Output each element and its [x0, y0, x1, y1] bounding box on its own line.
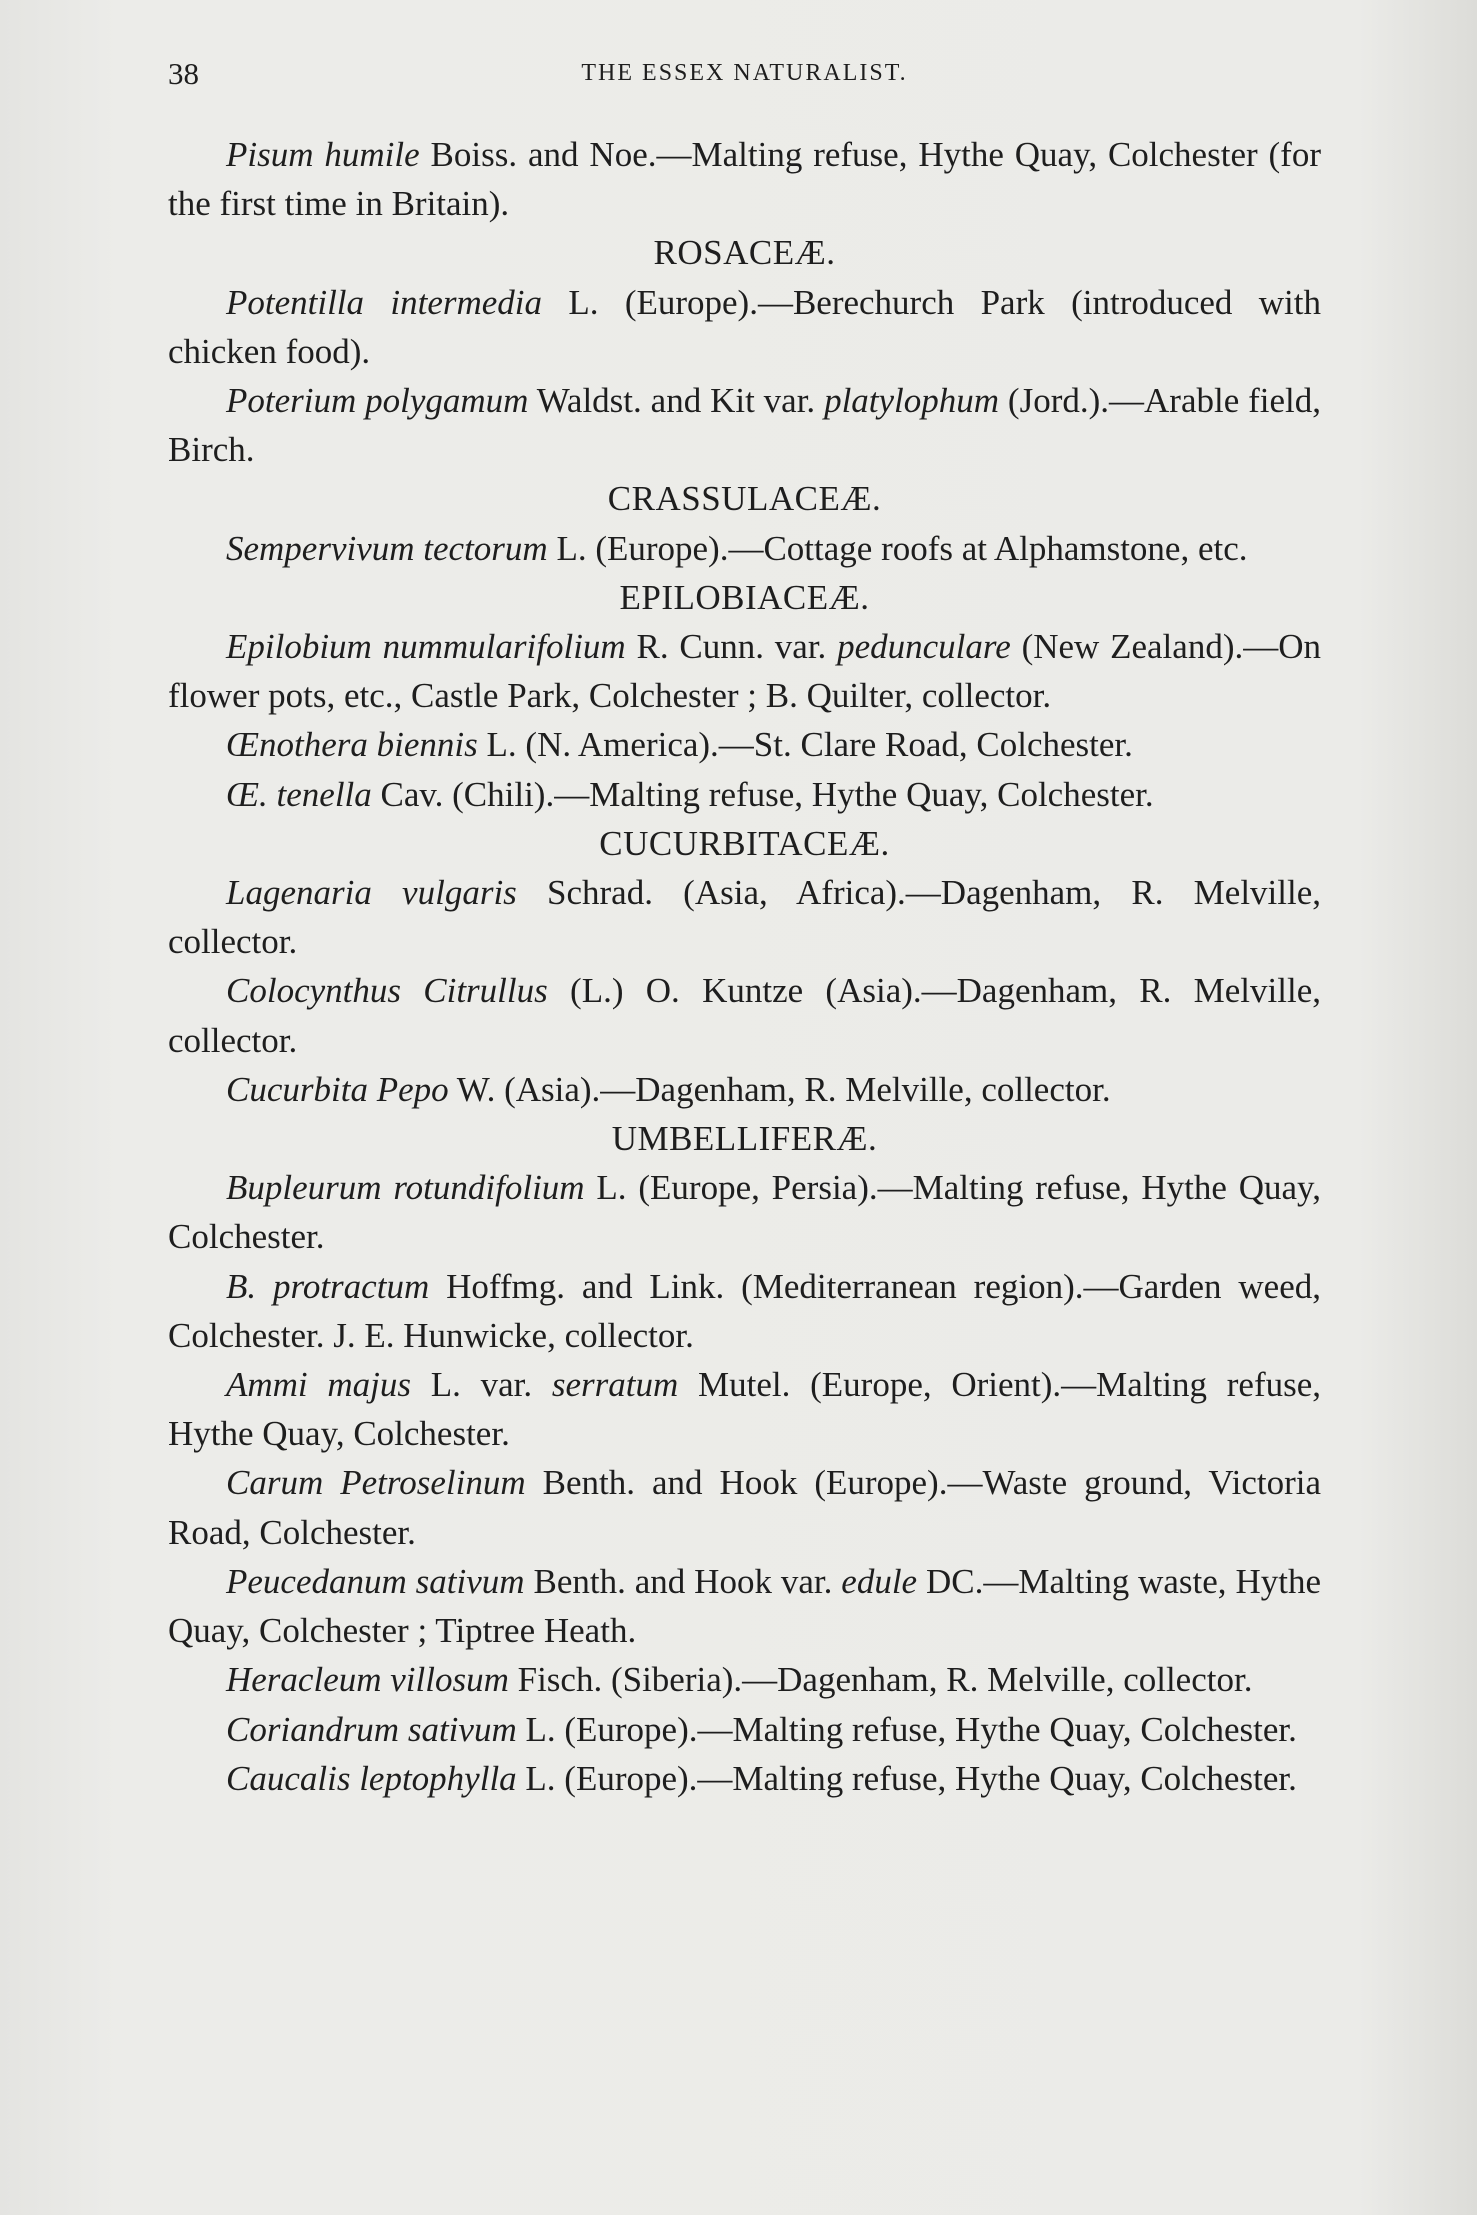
species-entry [168, 1705, 1321, 1754]
entry-text: Hoffmg. and Link. (Mediterranean region).—Garden weed, Colchester. J. E. Hunwicke, collector. [168, 1266, 1321, 1355]
entry-text: Benth. and Hook (Europe).—Waste ground, Victoria Road, Colchester. [168, 1463, 1321, 1552]
species-name: Potentilla intermedia [226, 282, 543, 322]
species-name: Caucalis leptophylla [226, 1758, 517, 1798]
species-entry [168, 1262, 1321, 1360]
species-name: Bupleurum rotundifolium [226, 1168, 585, 1208]
species-name: Coriandrum sativum [226, 1709, 517, 1749]
species-name: Colocynthus Citrullus [226, 971, 548, 1011]
running-head: THE ESSEX NATURALIST. [581, 60, 908, 86]
species-name: Poterium polygamum [226, 381, 529, 421]
entry-text: R. Cunn. var. [625, 627, 838, 667]
species-entry [168, 966, 1321, 1064]
variety-name: pedunculare [837, 627, 1011, 667]
species-entry [168, 622, 1321, 720]
species-name: Carum Petroselinum [226, 1463, 526, 1503]
species-entry [168, 868, 1321, 966]
species-entry [168, 1754, 1321, 1803]
entry-text: (New Zealand).—On flower pots, etc., Castle Park, Colchester ; B. Quilter, collector. [168, 627, 1321, 716]
species-entry [168, 770, 1321, 819]
species-entry [168, 376, 1321, 474]
species-entry [168, 278, 1321, 376]
entry-text: Mutel. (Europe, Orient).—Malting refuse, Hythe Quay, Colchester. [168, 1365, 1322, 1454]
family-heading: EPILOBIACEÆ. [619, 577, 870, 617]
species-name: Œnothera biennis [226, 725, 478, 765]
entry-text: (L.) O. Kuntze (Asia).—Dagenham, R. Melville, collector. [168, 971, 1321, 1060]
variety-name: serratum [551, 1365, 679, 1405]
entry-text: L. (Europe).—Malting refuse, Hythe Quay, Colchester. [516, 1758, 1297, 1798]
variety-name: platylophum [824, 381, 1000, 421]
family-heading: CRASSULACEÆ. [607, 479, 882, 519]
family-heading: CUCURBITACEÆ. [599, 823, 890, 863]
species-name: Pisum humile [226, 135, 420, 174]
species-entry [168, 524, 1321, 573]
species-entry [168, 130, 1321, 228]
entry-text: L. (Europe).—Berechurch Park (introduced with chicken food). [168, 282, 1321, 371]
family-heading: ROSACEÆ. [653, 233, 836, 273]
species-name: Lagenaria vulgaris [226, 873, 517, 913]
entry-text: Cav. (Chili).—Malting refuse, Hythe Quay, Colchester. [371, 774, 1154, 814]
entry-text: L. (Europe).—Malting refuse, Hythe Quay, Colchester. [516, 1709, 1297, 1749]
species-entry [168, 1065, 1321, 1114]
species-entry [168, 1163, 1321, 1261]
family-heading: UMBELLIFERÆ. [611, 1119, 878, 1159]
entry-text: Benth. and Hook var. [524, 1561, 842, 1601]
entry-text: Waldst. and Kit var. [528, 381, 825, 421]
species-entry [168, 1360, 1321, 1458]
entry-text: Schrad. (Asia, Africa).—Dagenham, R. Melville, collector. [168, 873, 1322, 962]
entry-text: W. (Asia).—Dagenham, R. Melville, collector. [448, 1069, 1111, 1109]
entry-text: L. (Europe).—Cottage roofs at Alphamstone, etc. [547, 528, 1248, 568]
species-name: Sempervivum tectorum [226, 528, 548, 568]
species-name: B. protractum [226, 1266, 430, 1306]
species-entry [168, 720, 1321, 769]
species-name: Œ. tenella [226, 774, 372, 814]
species-name: Cucurbita Pepo [226, 1069, 449, 1109]
entry-text: L. (Europe, Persia).—Malting refuse, Hythe Quay, Colchester. [168, 1168, 1321, 1257]
page-header [168, 56, 1321, 96]
entry-text: Fisch. (Siberia).—Dagenham, R. Melville, collector. [508, 1660, 1253, 1700]
page-body [168, 130, 1321, 1803]
species-entry [168, 1557, 1321, 1655]
variety-name: edule [841, 1561, 918, 1601]
page-number: 38 [168, 56, 199, 91]
species-name: Heracleum villosum [226, 1660, 509, 1700]
entry-text: (Jord.).—Arable field, Birch. [168, 381, 1321, 470]
entry-text: DC.—Malting waste, Hythe Quay, Colchester ; Tiptree Heath. [168, 1561, 1321, 1651]
entry-text: L. var. [411, 1365, 552, 1405]
entry-text: Boiss. and Noe.—Malting refuse, Hythe Quay, Colchester (for the first time in Britain). [168, 135, 1321, 224]
species-entry [168, 1458, 1321, 1556]
species-name: Peucedanum sativum [226, 1561, 525, 1601]
entry-text: L. (N. America).—St. Clare Road, Colchester. [477, 725, 1133, 765]
species-entry [168, 1655, 1321, 1704]
species-name: Epilobium nummularifolium [226, 627, 626, 667]
species-name: Ammi majus [226, 1365, 412, 1405]
